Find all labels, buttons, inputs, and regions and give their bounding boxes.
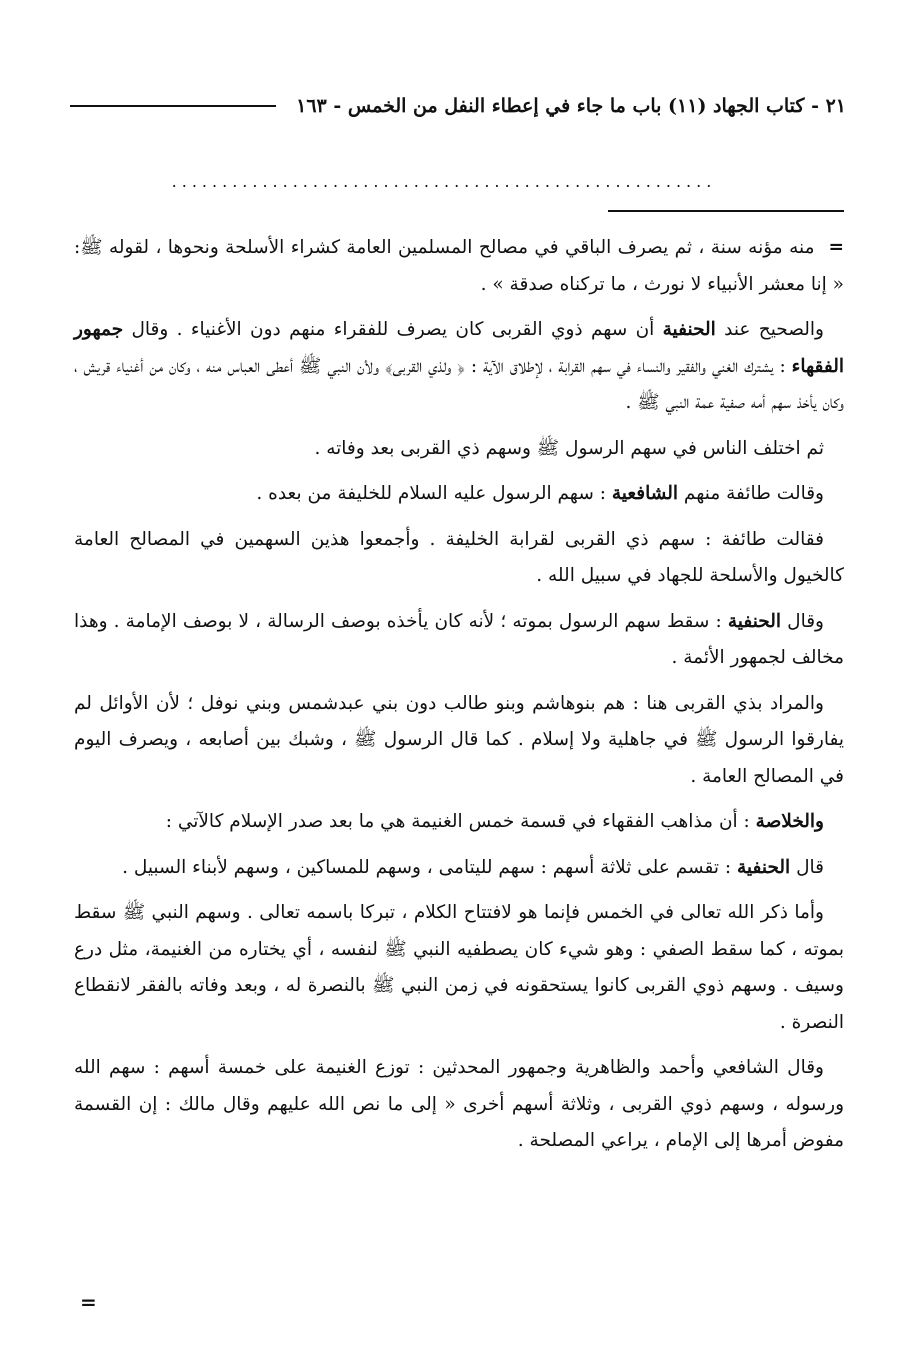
- emphasis-term: الحنفية: [727, 610, 782, 632]
- paragraph-text: وأما ذكر الله تعالى في الخمس فإنما هو لافتتاح الكلام ، تبركا باسمه تعالى . وسهم النبي ﷺ سقط بموته ، كما سقط الصفي : وهو شيء كان يصطفيه النبي ﷺ لنفسه ، أي يختاره من الغنيمة، مثل درع وسيف . وسهم ذوي القربى كانوا يستحقونه في زمن النبي ﷺ بالنصرة له ، وبعد وفاته بالفقر لانقطاع النصرة .: [74, 902, 844, 1033]
- paragraph-text: وقال: [781, 610, 824, 632]
- paragraph-text: : تقسم على ثلاثة أسهم : سهم لليتامى ، وسهم للمساكين ، وسهم لأبناء السبيل .: [122, 856, 738, 878]
- paragraph-text: وقالت طائفة منهم: [678, 483, 824, 504]
- running-header: [70, 94, 846, 118]
- paragraph: [74, 804, 844, 841]
- paragraph: [74, 312, 844, 422]
- paragraph-text: : سهم الرسول عليه السلام للخليفة من بعده .: [256, 483, 612, 504]
- paragraph: [74, 850, 844, 887]
- paragraph-text: ثم اختلف الناس في سهم الرسول ﷺ وسهم ذي القربى بعد وفاته .: [314, 437, 824, 459]
- emphasis-term: الحنفية: [737, 856, 791, 878]
- paragraph: [74, 476, 844, 513]
- paragraph: [74, 1050, 844, 1160]
- paragraph-text: : أن مذاهب الفقهاء في قسمة خمس الغنيمة هي ما بعد صدر الإسلام كالآتي :: [165, 811, 756, 832]
- paragraph: [74, 686, 844, 796]
- paragraph-text: : سقط سهم الرسول بموته ؛ لأنه كان يأخذه بوصف الرسالة ، لا بوصف الإمامة . وهذا مخالف لجمهور الأئمة .: [74, 610, 844, 668]
- paragraph: [74, 431, 844, 468]
- paragraph-text: فقالت طائفة : سهم ذي القربى لقرابة الخليفة . وأجمعوا هذين السهمين في المصالح العامة كالخيول والأسلحة للجهاد في سبيل الله .: [74, 528, 844, 586]
- emphasis-term: والخلاصة: [755, 811, 824, 832]
- paragraph-text: أن سهم ذوي القربى كان يصرف للفقراء منهم دون الأغنياء . وقال: [131, 319, 663, 340]
- footnote-rule: [608, 210, 844, 212]
- continuation-mark-top: =: [828, 237, 844, 258]
- header-title: ٢١ - كتاب الجهاد (١١) باب ما جاء في إعطاء النفل من الخمس - ١٦٣: [296, 95, 846, 117]
- paragraph-text: : يشترك الغني والفقير والنساء في سهم القرابة ، لإطلاق الآية : ﴿ ولذي القربى﴾ ولأن النبي ﷺ أعطى العباس منه ، وكان من أغنياء قريش ، وكان يأخذ سهم أمه صفية عمة النبي ﷺ .: [74, 355, 844, 413]
- header-rule: [70, 105, 276, 107]
- paragraph: [74, 230, 844, 303]
- paragraph-text: والصحيح عند: [715, 319, 824, 340]
- emphasis-term: الشافعية: [611, 483, 679, 504]
- emphasis-term: جمهور الفقهاء: [74, 319, 844, 377]
- paragraph: [74, 604, 844, 677]
- paragraph: [74, 522, 844, 595]
- paragraph-text: وقال الشافعي وأحمد والظاهرية وجمهور المحدثين : توزع الغنيمة على خمسة أسهم : سهم الله ورسوله ، وسهم ذوي القربى ، وثلاثة أسهم أخرى « إلى ما نص الله عليهم وقال مالك : إن القسمة مفوض أمرها إلى الإمام ، يراعي المصلحة .: [74, 1057, 844, 1151]
- paragraph-text: منه مؤنه سنة ، ثم يصرف الباقي في مصالح المسلمين العامة كشراء الأسلحة ونحوها ، لقوله ﷺ: « إنا معشر الأنبياء لا نورث ، ما تركناه صدقة » .: [74, 237, 844, 295]
- continuation-mark-bottom: =: [80, 1290, 97, 1314]
- dotted-separator: ......................................................: [171, 172, 717, 191]
- paragraph-text: والمراد بذي القربى هنا : هم بنوهاشم وبنو طالب دون بني عبدشمس وبني نوفل ؛ لأن الأوائل لم يفارقوا الرسول ﷺ في جاهلية ولا إسلام . كما قال الرسول ﷺ ، وشبك بين أصابعه ، ويصرف اليوم في المصالح العامة .: [74, 692, 844, 787]
- paragraph-text: قال: [790, 856, 824, 878]
- paragraph: [74, 895, 844, 1041]
- emphasis-term: الحنفية: [662, 319, 716, 340]
- body-text: [74, 230, 844, 1160]
